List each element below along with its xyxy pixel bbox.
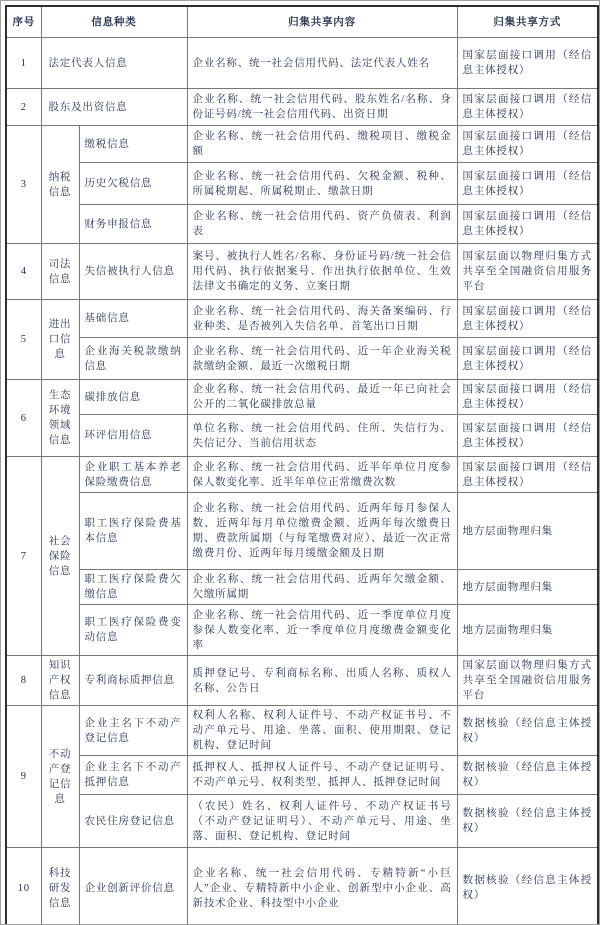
category-cell: 不动产登记信息 bbox=[41, 706, 79, 848]
category-cell: 股东及出资信息 bbox=[41, 89, 187, 126]
subtype-cell: 企业主名下不动产抵押信息 bbox=[79, 756, 187, 795]
content-cell: 企业名称、统一社会信用代码、近一年企业海关税款缴纳金额、最近一次缴税日期 bbox=[187, 338, 457, 380]
method-cell: 国家层面接口调用（经信息主体授权） bbox=[457, 38, 598, 89]
table-row bbox=[6, 244, 598, 300]
method-cell: 国家层面接口调用（经信息主体授权） bbox=[457, 457, 598, 493]
content-cell: 企业名称、统一社会信用代码、海关备案编码、行业种类、是否被列入失信名单、首笔出口日期 bbox=[187, 300, 457, 338]
table-row bbox=[6, 570, 598, 605]
subtype-cell: 农民住房登记信息 bbox=[79, 795, 187, 848]
category-cell: 纳税信息 bbox=[41, 126, 79, 244]
method-cell: 国家层面接口调用（经信息主体授权） bbox=[457, 205, 598, 244]
method-cell: 国家层面接口调用（经信息主体授权） bbox=[457, 89, 598, 126]
row-number-cell: 10 bbox=[6, 848, 41, 925]
row-number-cell: 9 bbox=[6, 706, 41, 848]
content-cell: （农民）姓名、权利人证件号、不动产权证书号（不动产登记证明号）、不动产单元号、用途、坐落、面积、登记机构、登记时间 bbox=[187, 795, 457, 848]
content-cell: 抵押权人、抵押权人证件号、不动产登记证明号、不动产单元号、权利类型、抵押人、抵押登记时间 bbox=[187, 756, 457, 795]
content-cell: 单位名称、统一社会信用代码、住所、失信行为、失信记分、当前信用状态 bbox=[187, 415, 457, 457]
category-cell: 生态环境领域信息 bbox=[41, 380, 79, 457]
method-cell: 国家层面接口调用（经信息主体授权） bbox=[457, 126, 598, 163]
method-cell: 国家层面接口调用（经信息主体授权） bbox=[457, 300, 598, 338]
subtype-cell: 企业主名下不动产登记信息 bbox=[79, 706, 187, 756]
subtype-cell: 职工医疗保险费欠缴信息 bbox=[79, 570, 187, 605]
header-归集共享内容: 归集共享内容 bbox=[187, 6, 457, 38]
content-cell: 质押登记号、专利商标名称、出质人名称、质权人名称、公告日 bbox=[187, 656, 457, 706]
method-cell: 地方层面物理归集 bbox=[457, 493, 598, 570]
credit-info-sharing-table bbox=[5, 5, 599, 925]
header-信息种类: 信息种类 bbox=[41, 6, 187, 38]
table-row bbox=[6, 163, 598, 205]
content-cell: 企业名称、统一社会信用代码、近两年每月参保人数、近两年每月单位缴费金额、近两年每次缴费日期、费款所属期（与每笔缴费对应）、最近一次正常缴费月份、近两年每月缓缴金额及日期 bbox=[187, 493, 457, 570]
category-cell: 科技研发信息 bbox=[41, 848, 79, 925]
content-cell: 企业名称、统一社会信用代码、近两年欠缴金额、欠缴所属期 bbox=[187, 570, 457, 605]
subtype-cell: 专利商标质押信息 bbox=[79, 656, 187, 706]
category-cell: 法定代表人信息 bbox=[41, 38, 187, 89]
row-number-cell: 5 bbox=[6, 300, 41, 380]
method-cell: 国家层面以物理归集方式共享至全国融资信用服务平台 bbox=[457, 244, 598, 300]
header-序号: 序号 bbox=[6, 6, 41, 38]
category-cell: 司法信息 bbox=[41, 244, 79, 300]
content-cell: 企业名称、统一社会信用代码、近一季度单位月度参保人数变化率、近一季度单位月度缴费金额变化率 bbox=[187, 605, 457, 656]
method-cell: 国家层面以物理归集方式共享至全国融资信用服务平台 bbox=[457, 656, 598, 706]
content-cell: 企业名称、统一社会信用代码、资产负债表、利润表 bbox=[187, 205, 457, 244]
method-cell: 国家层面接口调用（经信息主体授权） bbox=[457, 163, 598, 205]
category-cell: 社会保险信息 bbox=[41, 457, 79, 656]
table-row bbox=[6, 380, 598, 415]
row-number-cell: 4 bbox=[6, 244, 41, 300]
table-row bbox=[6, 338, 598, 380]
table-row bbox=[6, 706, 598, 756]
subtype-cell: 职工医疗保险费基本信息 bbox=[79, 493, 187, 570]
table-row bbox=[6, 656, 598, 706]
method-cell: 地方层面物理归集 bbox=[457, 570, 598, 605]
subtype-cell: 企业职工基本养老保险缴费信息 bbox=[79, 457, 187, 493]
table-row bbox=[6, 205, 598, 244]
subtype-cell: 企业海关税款缴纳信息 bbox=[79, 338, 187, 380]
info-table-body bbox=[6, 38, 598, 925]
content-cell: 企业名称、统一社会信用代码、法定代表人姓名 bbox=[187, 38, 457, 89]
method-cell: 数据核验（经信息主体授权） bbox=[457, 795, 598, 848]
subtype-cell: 缴税信息 bbox=[79, 126, 187, 163]
content-cell: 权利人名称、权利人证件号、不动产权证书号、不动产单元号、用途、坐落、面积、使用期限、登记机构、登记时间 bbox=[187, 706, 457, 756]
row-number-cell: 7 bbox=[6, 457, 41, 656]
row-number-cell: 3 bbox=[6, 126, 41, 244]
table-row bbox=[6, 89, 598, 126]
subtype-cell: 基础信息 bbox=[79, 300, 187, 338]
method-cell: 数据核验（经信息主体授权） bbox=[457, 756, 598, 795]
subtype-cell: 财务申报信息 bbox=[79, 205, 187, 244]
subtype-cell: 碳排放信息 bbox=[79, 380, 187, 415]
content-cell: 企业名称、统一社会信用代码、股东姓名/名称、身份证号码/统一社会信用代码、出资日期 bbox=[187, 89, 457, 126]
content-cell: 企业名称、统一社会信用代码、近半年单位月度参保人数变化率、近半年单位正常缴费次数 bbox=[187, 457, 457, 493]
content-cell: 案号、被执行人姓名/名称、身份证号码/统一社会信用代码、执行依据案号、作出执行依据单位、生效法律文书确定的义务、立案日期 bbox=[187, 244, 457, 300]
table-row bbox=[6, 126, 598, 163]
table-row bbox=[6, 493, 598, 570]
content-cell: 企业名称、统一社会信用代码、欠税金额、税种、所属税期起、所属税期止、缴款日期 bbox=[187, 163, 457, 205]
subtype-cell: 环评信用信息 bbox=[79, 415, 187, 457]
method-cell: 地方层面物理归集 bbox=[457, 605, 598, 656]
header-row bbox=[6, 6, 598, 38]
table-row bbox=[6, 756, 598, 795]
table-row bbox=[6, 300, 598, 338]
method-cell: 数据核验（经信息主体授权） bbox=[457, 848, 598, 925]
subtype-cell: 失信被执行人信息 bbox=[79, 244, 187, 300]
row-number-cell: 1 bbox=[6, 38, 41, 89]
method-cell: 国家层面接口调用（经信息主体授权） bbox=[457, 415, 598, 457]
table-row bbox=[6, 848, 598, 925]
row-number-cell: 2 bbox=[6, 89, 41, 126]
category-cell: 进出口信息 bbox=[41, 300, 79, 380]
subtype-cell: 历史欠税信息 bbox=[79, 163, 187, 205]
content-cell: 企业名称、统一社会信用代码、最近一年已向社会公开的二氧化碳排放总量 bbox=[187, 380, 457, 415]
method-cell: 国家层面接口调用（经信息主体授权） bbox=[457, 380, 598, 415]
subtype-cell: 职工医疗保险费变动信息 bbox=[79, 605, 187, 656]
table-row bbox=[6, 795, 598, 848]
method-cell: 数据核验（经信息主体授权） bbox=[457, 706, 598, 756]
table-row bbox=[6, 605, 598, 656]
row-number-cell: 6 bbox=[6, 380, 41, 457]
table-row bbox=[6, 415, 598, 457]
subtype-cell: 企业创新评价信息 bbox=[79, 848, 187, 925]
method-cell: 国家层面接口调用（经信息主体授权） bbox=[457, 338, 598, 380]
table-row bbox=[6, 457, 598, 493]
row-number-cell: 8 bbox=[6, 656, 41, 706]
content-cell: 企业名称、统一社会信用代码、专精特新“小巨人”企业、专精特新中小企业、创新型中小企业、高新技术企业、科技型中小企业 bbox=[187, 848, 457, 925]
header-归集共享方式: 归集共享方式 bbox=[457, 6, 598, 38]
category-cell: 知识产权信息 bbox=[41, 656, 79, 706]
content-cell: 企业名称、统一社会信用代码、缴税项目、缴税金额 bbox=[187, 126, 457, 163]
table-row bbox=[6, 38, 598, 89]
